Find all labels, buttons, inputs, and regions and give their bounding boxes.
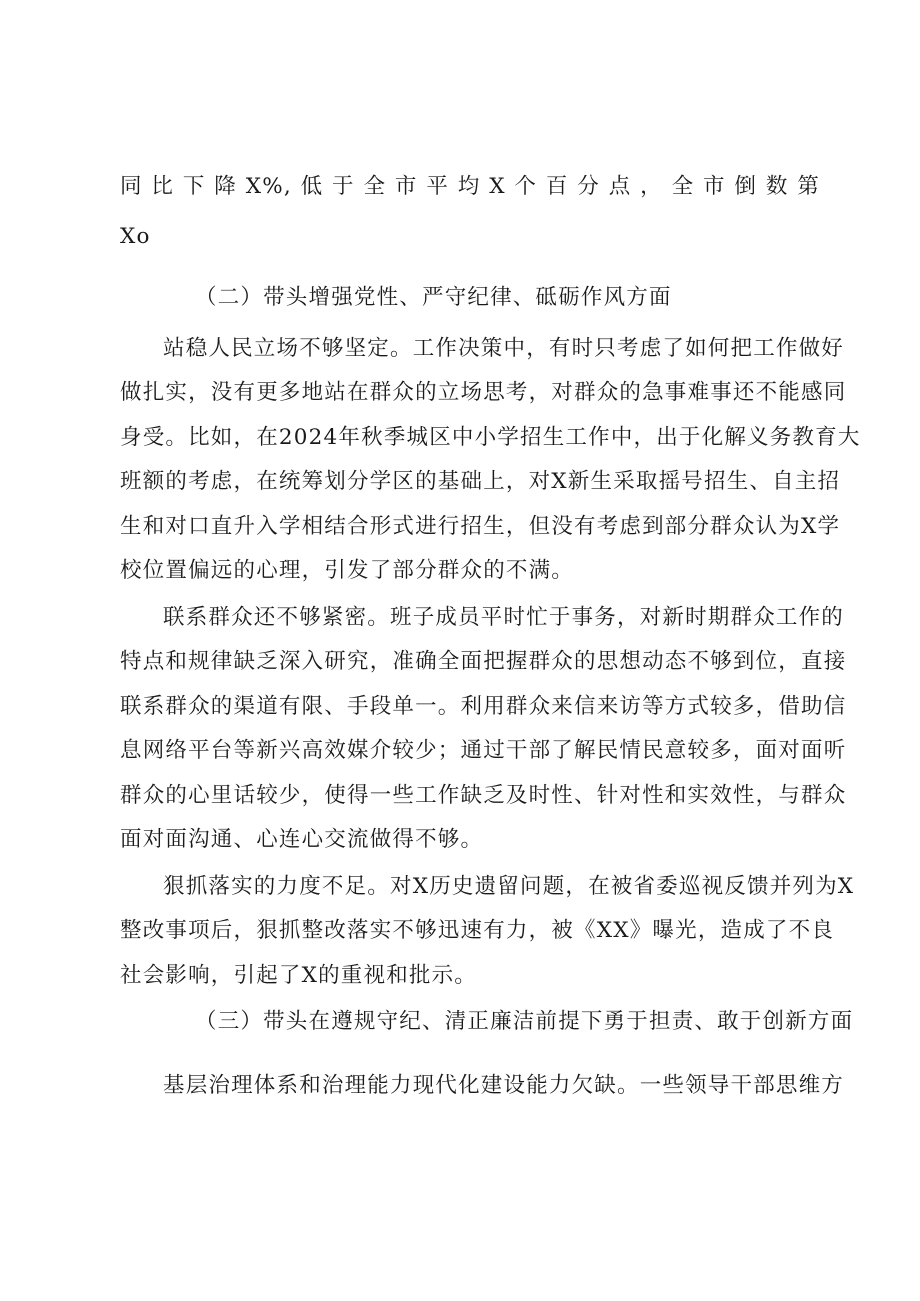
paragraph-line: 息网络平台等新兴高效媒介较少；通过干部了解民情民意较多，面对面听 [120, 738, 847, 763]
paragraph-line: 面对面沟通、心连心交流做得不够。 [120, 827, 484, 852]
continuation-line-1: 同比下降X%,低于全市平均X个百分点，全市倒数第 [120, 174, 820, 199]
paragraph-line: 做扎实，没有更多地站在群众的立场思考，对群众的急事难事还不能感同 [120, 380, 847, 405]
paragraph-line: 校位置偏远的心理，引发了部分群众的不满。 [120, 558, 575, 583]
section-heading-2: （二）带头增强党性、严守纪律、砥砺作风方面 [195, 285, 672, 310]
paragraph-line: 联系群众的渠道有限、手段单一。利用群众来信来访等方式较多，借助信 [120, 694, 847, 719]
paragraph-line: 班额的考虑，在统筹划分学区的基础上，对X新生采取摇号招生、自主招 [120, 469, 841, 494]
paragraph-line: 狠抓落实的力度不足。对X历史遗留问题，在被省委巡视反馈并列为X [163, 874, 855, 899]
paragraph-line: 站稳人民立场不够坚定。工作决策中，有时只考虑了如何把工作做好 [163, 336, 845, 361]
paragraph-line: 生和对口直升入学相结合形式进行招生，但没有考虑到部分群众认为X学 [120, 514, 841, 539]
paragraph-line: 特点和规律缺乏深入研究，准确全面把握群众的思想动态不够到位，直接 [120, 649, 847, 674]
paragraph-line: 社会影响，引起了X的重视和批示。 [120, 963, 478, 988]
paragraph-line: 联系群众还不够紧密。班子成员平时忙于事务，对新时期群众工作的 [163, 605, 845, 630]
paragraph-line: 整改事项后，狠抓整改落实不够迅速有力，被《XX》曝光，造成了不良 [120, 918, 835, 943]
section-heading-3: （三）带头在遵规守纪、清正廉洁前提下勇于担责、敢于创新方面 [195, 1009, 854, 1034]
continuation-line-2: Xo [120, 224, 151, 249]
paragraph-line: 身受。比如，在2024年秋季城区中小学招生工作中，出于化解义务教育大 [120, 425, 861, 450]
paragraph-line: 群众的心里话较少，使得一些工作缺乏及时性、针对性和实效性，与群众 [120, 783, 847, 808]
paragraph-line: 基层治理体系和治理能力现代化建设能力欠缺。一些领导干部思维方 [163, 1073, 845, 1098]
